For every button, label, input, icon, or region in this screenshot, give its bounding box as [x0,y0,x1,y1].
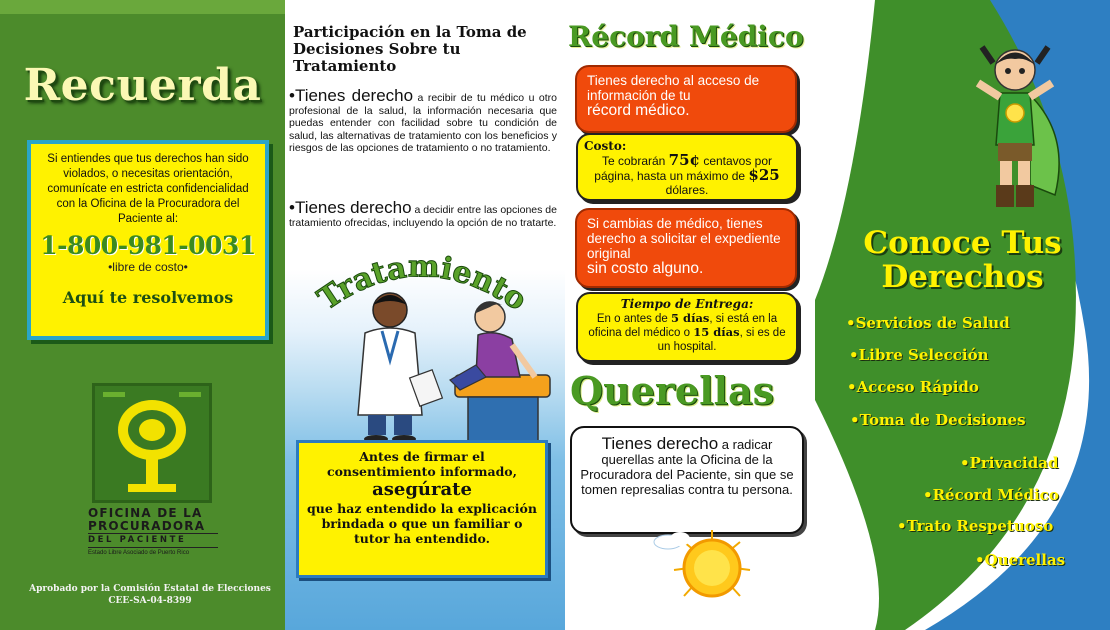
pr-health-logo-icon [92,383,212,503]
consent-line2: que haz entendido la explicación brindada o que un familiar o tutor ha entendido. [307,501,537,546]
recuerda-heading: Recuerda [23,60,262,111]
bullet2-lead: •Tienes derecho [289,198,412,217]
record-access-emphasis: récord médico. [587,102,690,119]
cost-price-page: 75¢ [668,151,700,169]
conoce-tus-derechos-heading: Conoce Tus Derechos [863,225,1062,295]
querellas-lead: Tienes derecho [601,434,719,453]
top-band [0,0,285,14]
logo-text [88,507,218,556]
right-item-acceso-rapido: •Acceso Rápido [847,378,979,396]
participation-title: Participación en la Toma de Decisiones Sobre tu Tratamiento [293,23,527,75]
contact-box [27,140,269,340]
phone-number[interactable]: 1-800-981-0031 [40,231,256,260]
approval-note [0,583,300,607]
logo-line3: DEL PACIENTE [88,533,218,548]
logo-line1: OFICINA DE LA [88,506,203,520]
approval-line2: CEE-SA-04-8399 [108,596,192,606]
consent-emphasis: asegúrate [372,479,472,500]
delivery-text3: , si es de un hospital. [657,327,786,353]
bullet1-lead: •Tienes derecho [289,86,414,105]
change-doctor-box [575,208,797,288]
tratamiento-arc-title [290,234,550,344]
record-access-box [575,65,797,133]
right-item-toma-decisiones: •Toma de Decisiones [850,411,1026,429]
cost-box [576,133,798,201]
record-medico-title: Récord Médico [568,20,804,53]
right-bullet-1 [289,86,557,155]
superhero-mascot-icon [960,35,1070,220]
contact-text: Si entiendes que tus derechos han sido violados, o necesitas orientación, comunícate en estricta confidencialidad con la Oficina de la Procuradora del Paciente al: [47,153,249,225]
querellas-title: Querellas [570,368,774,413]
free-of-charge-text: •libre de costo• [108,260,188,274]
change-doctor-emphasis: sin costo alguno. [587,260,704,277]
right-item-servicios: •Servicios de Salud [846,314,1010,332]
tratamiento-text: Tratamiento [311,249,533,318]
right-item-privacidad: •Privacidad [960,454,1059,472]
delivery-time-box [576,292,798,362]
approval-line1: Aprobado por la Comisión Estatal de Elecciones [29,584,271,594]
cost-text3: dólares. [665,183,709,197]
consent-line1: Antes de firmar el consentimiento informado, [326,449,517,479]
logo-line4: Estado Libre Asociado de Puerto Rico [88,550,190,556]
bullet2-text: a decidir entre las opciones de tratamiento ofrecidas, incluyendo la opción de no tratarte. [289,204,557,229]
cost-price-max: $25 [748,166,780,184]
delivery-label: Tiempo de Entrega: [620,297,754,311]
right-item-querellas: •Querellas [975,551,1066,569]
right-item-record-medico: •Récord Médico [923,486,1059,504]
bullet1-text: a recibir de tu médico u otro profesional de la salud, la información necesaria que puedas entender con facilidad sobre tu condición de salud, las alternativas de tratamiento con los beneficios y riesgos de las opciones de tratamiento o no tratamiento. [289,92,557,154]
delivery-text2: , si está en la oficina del médico o [588,312,778,339]
cloud-icon [654,532,690,549]
logo-line2: PROCURADORA [88,519,206,533]
delivery-days-office: 5 días [671,310,710,325]
cost-text2: centavos por página, hasta un máximo de [594,154,773,183]
querellas-text: a radicar querellas ante la Oficina de la Procuradora del Paciente, sin que se tomen represalias contra tu persona. [580,437,794,497]
right-item-trato-respetuoso: •Trato Respetuoso [897,517,1054,535]
right-item-libre-seleccion: •Libre Selección [849,346,989,364]
right-bullet-2 [289,198,557,229]
slogan: Aquí te resolvemos [62,288,234,307]
cost-label: Costo: [584,139,627,153]
sun-icon [650,520,760,615]
consent-box [296,440,548,578]
delivery-text1: En o antes de [596,312,672,325]
record-access-text: Tienes derecho al acceso de información de tu [587,73,760,103]
delivery-days-hospital: 15 días [693,325,740,339]
cost-text1: Te cobrarán [601,154,669,168]
change-doctor-text: Si cambias de médico, tienes derecho a solicitar el expediente original [587,216,781,261]
querellas-box [570,426,804,534]
